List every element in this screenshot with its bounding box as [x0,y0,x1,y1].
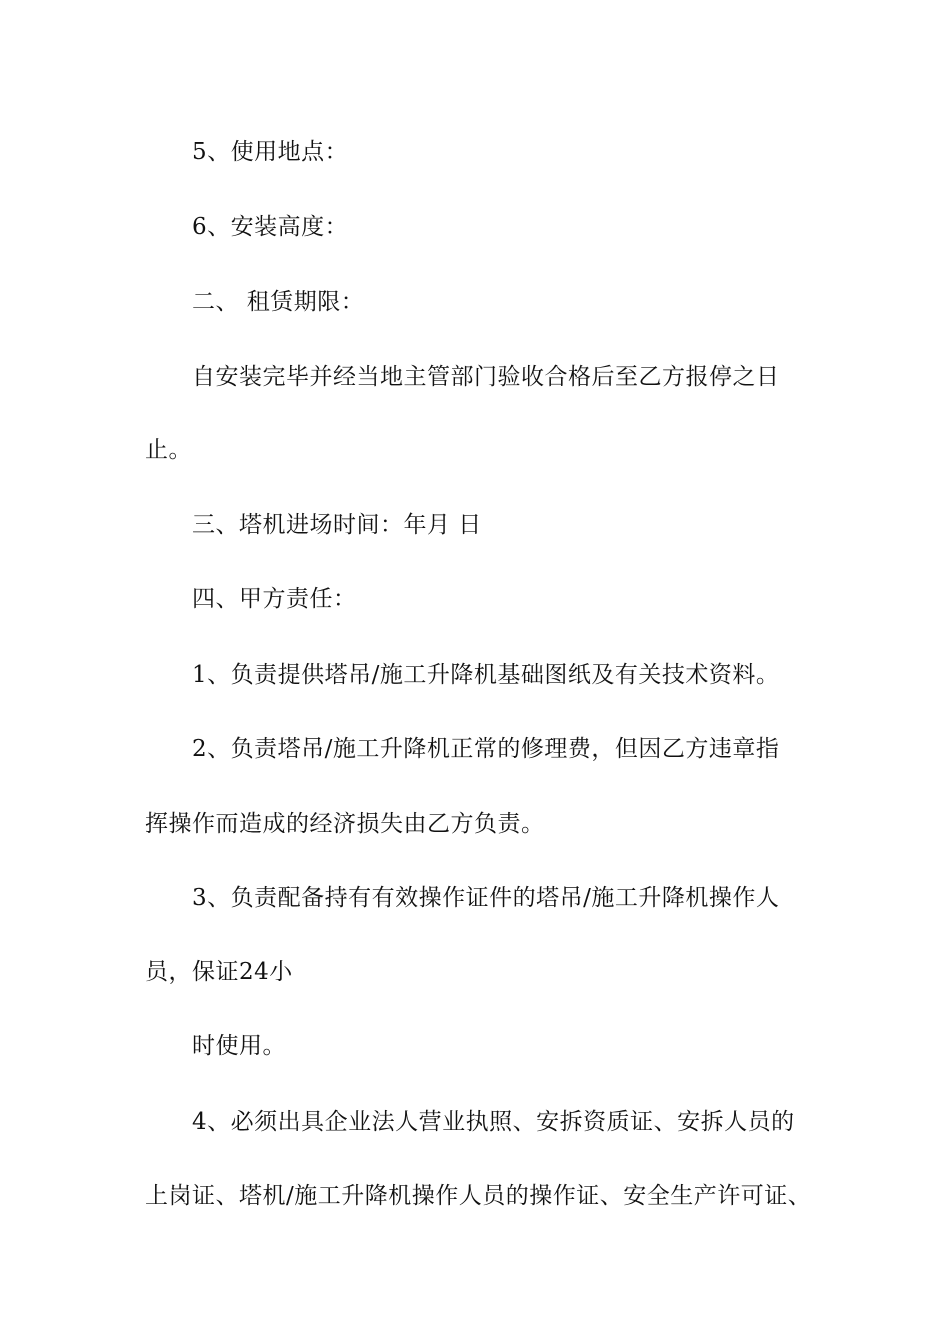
section-entry-time: 三、塔机进场时间：年月 日 [192,512,482,538]
duty-3: 3、负责配备持有有效操作证件的塔吊/施工升降机操作人 [192,885,780,911]
section-lease-term: 二、 租赁期限： [192,289,365,315]
section-party-a-duties: 四、甲方责任： [192,586,357,612]
paragraph-lease-term-cont: 止。 [145,437,192,463]
duty-4: 4、必须出具企业法人营业执照、安拆资质证、安拆人员的 [192,1109,795,1135]
duty-4-cont: 上岗证、塔机/施工升降机操作人员的操作证、安全生产许可证、 [145,1183,812,1209]
duty-3-cont: 员，保证24小 [145,959,293,985]
item-install-height: 6、安装高度： [192,214,349,240]
duty-2-cont: 挥操作而造成的经济损失由乙方负责。 [145,811,545,837]
duty-2: 2、负责塔吊/施工升降机正常的修理费，但因乙方违章指 [192,736,780,762]
duty-3-cont-2: 时使用。 [192,1033,286,1059]
item-usage-location: 5、使用地点： [192,139,349,165]
duty-1: 1、负责提供塔吊/施工升降机基础图纸及有关技术资料。 [192,662,780,688]
paragraph-lease-term: 自安装完毕并经当地主管部门验收合格后至乙方报停之日 [192,364,780,390]
